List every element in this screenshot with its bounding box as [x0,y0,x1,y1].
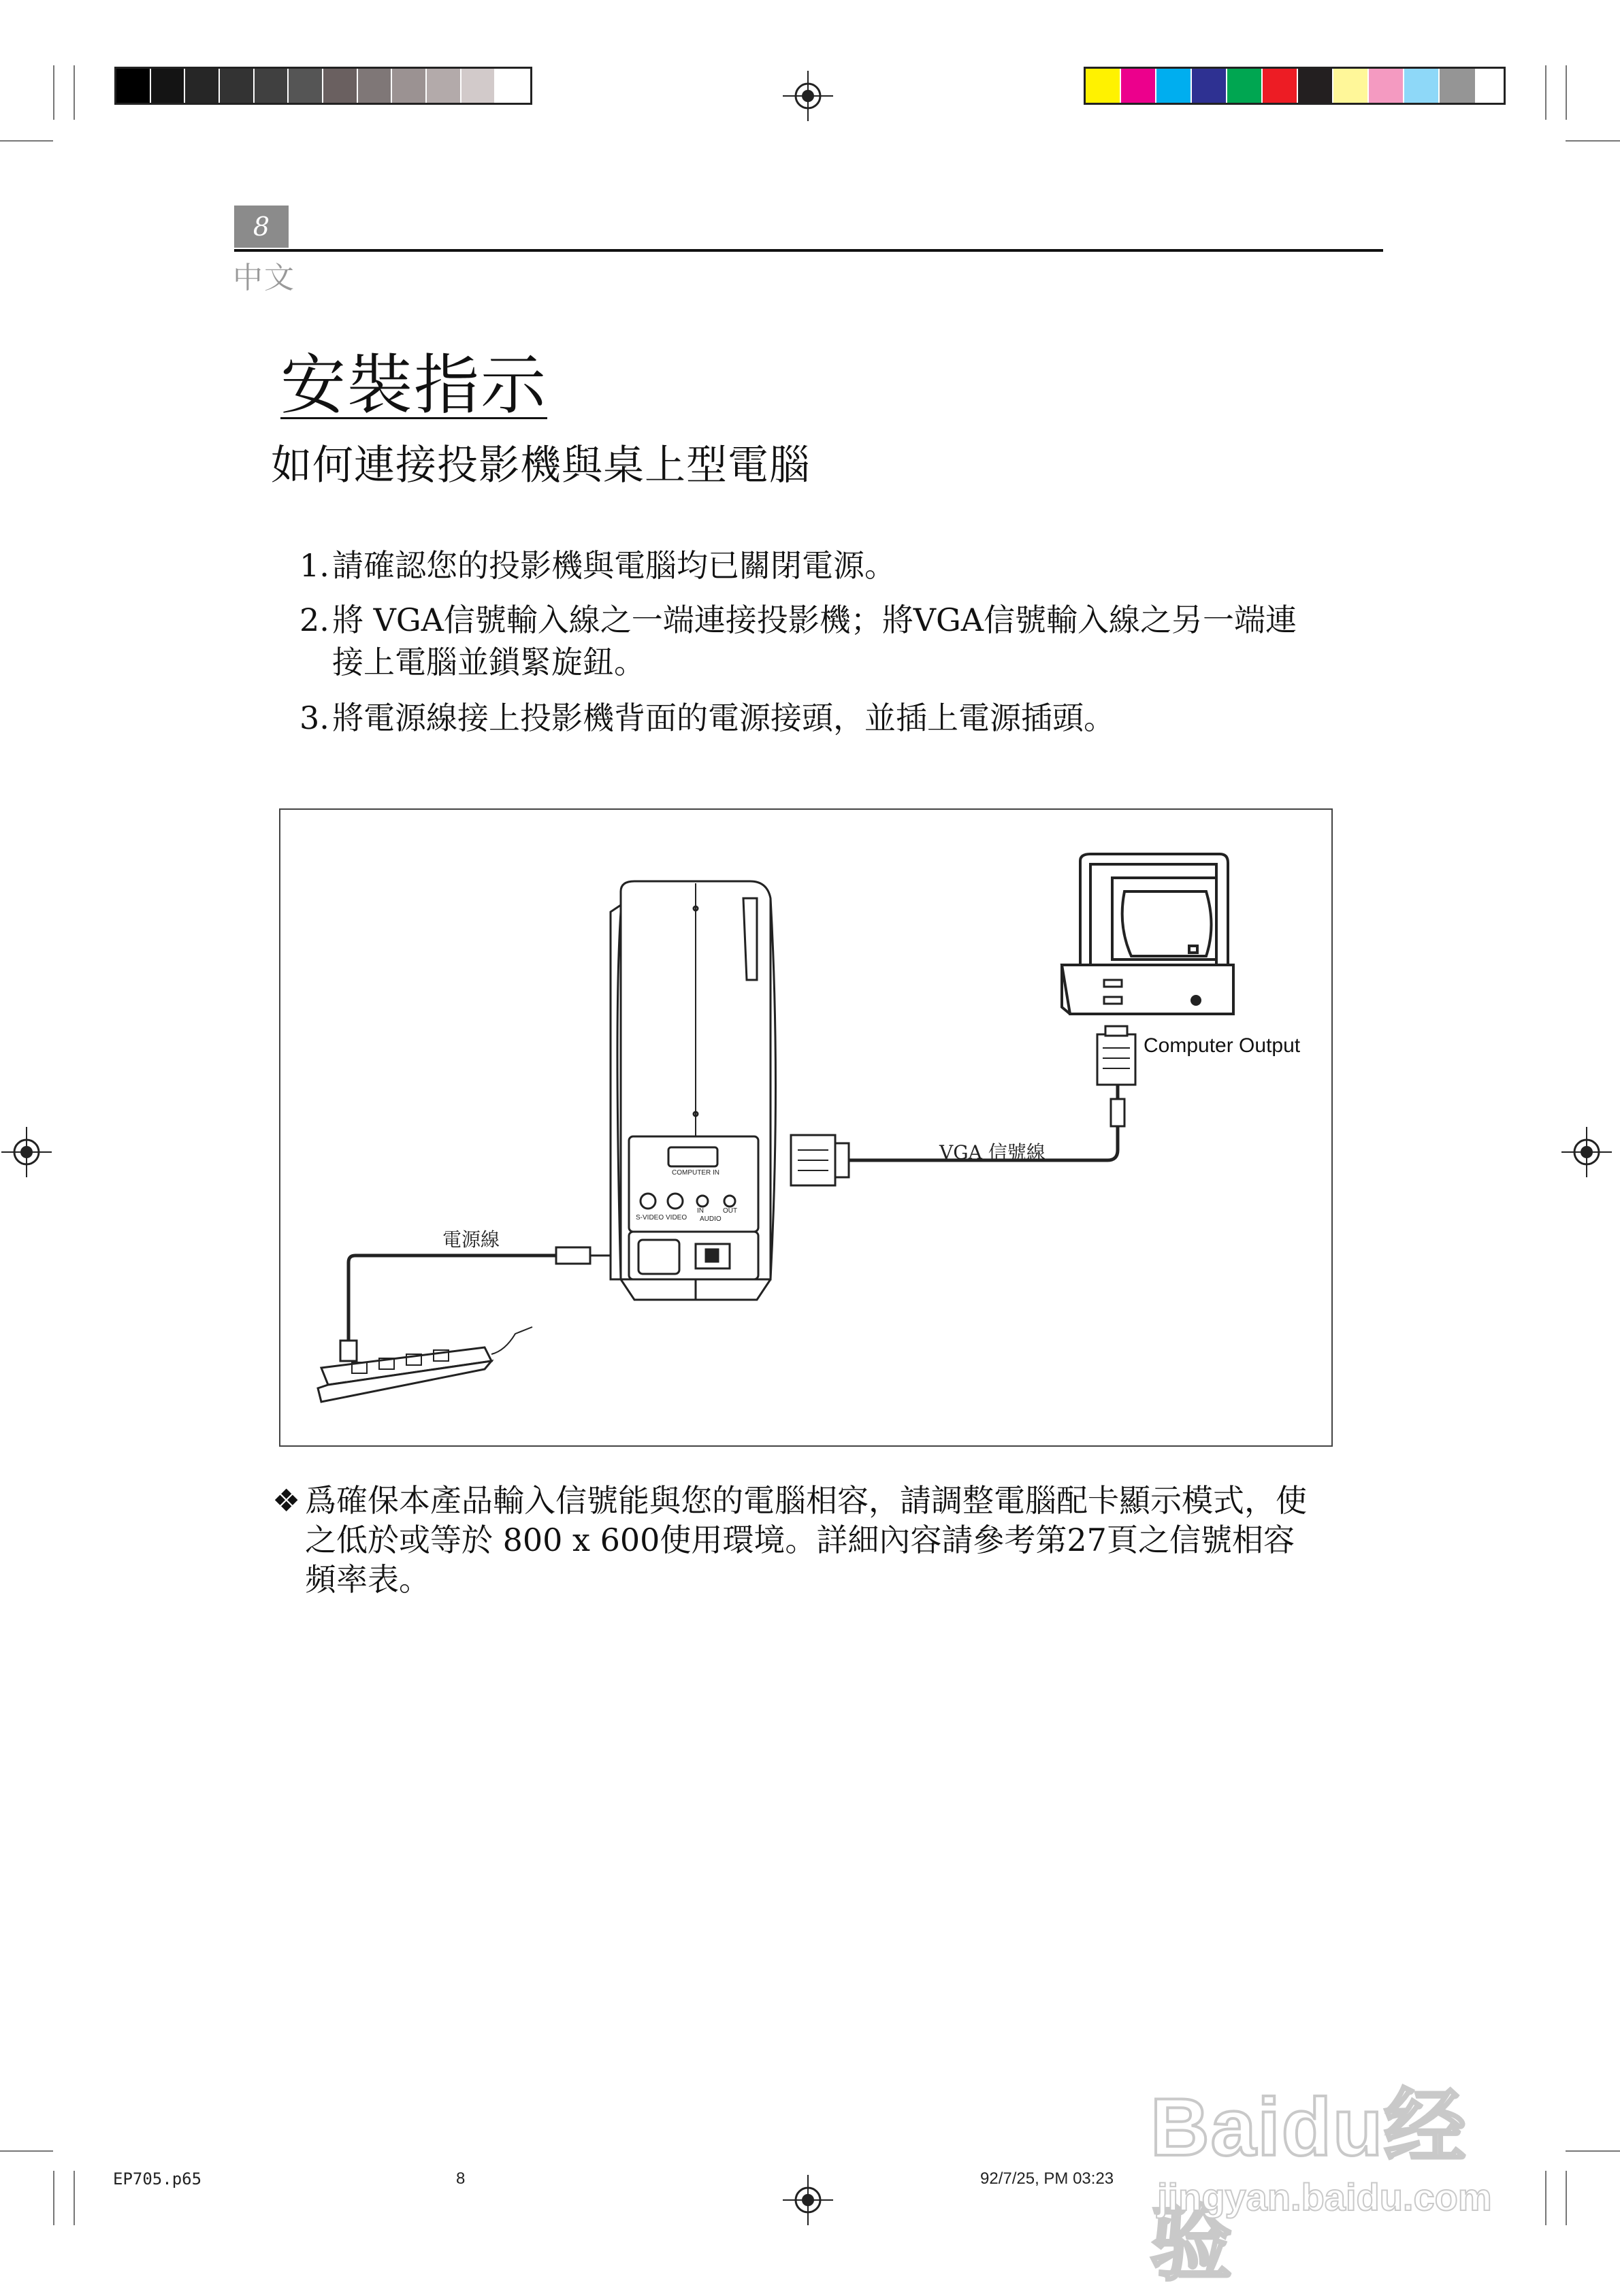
step-number: 1. [299,547,329,584]
crop-mark [74,65,75,120]
panel-label-computer-in: COMPUTER IN [672,1169,719,1177]
power-cable-label: 電源線 [442,1228,500,1251]
step-text-continued: 接上電腦並鎖緊旋鈕。 [332,644,645,680]
computer-illustration [1062,854,1233,1014]
step-text: 請確認您的投影機與電腦均已關閉電源。 [332,547,896,584]
color-swatch [1121,69,1156,103]
crop-mark [53,2171,54,2225]
section-subtitle: 如何連接投影機與桌上型電腦 [271,442,811,489]
step-2 [299,599,1297,683]
registration-mark-icon [1561,1127,1612,1177]
step-3 [299,697,1115,739]
step-1 [299,544,896,587]
panel-label-svideo: S-VIDEO [636,1214,664,1221]
note-line: 頻率表。 [305,1561,430,1598]
baidu-watermark [1150,2055,1532,2290]
language-label: 中文 [233,261,295,295]
connection-diagram [279,808,1333,1447]
note-line: 爲確保本產品輸入信號能與您的電腦相容，請調整電腦配卡顯示模式，使 [305,1482,1307,1519]
color-swatch [1404,69,1440,103]
color-swatch [1298,69,1333,103]
color-swatch [1440,69,1475,103]
color-swatch [496,69,530,103]
crop-mark [1566,140,1620,142]
crop-mark [0,140,53,142]
vga-cable-label: VGA 信號線 [939,1141,1046,1164]
color-swatch [1227,69,1263,103]
power-cable-illustration [318,1247,611,1402]
color-swatch [1086,69,1121,103]
color-swatch [151,69,186,103]
crop-mark [53,65,54,120]
panel-label-audio-out: OUT [723,1207,738,1215]
footer-timestamp: 92/7/25, PM 03:23 [980,2169,1114,2188]
color-swatch [185,69,220,103]
step-text: 將 VGA信號輸入線之一端連接投影機；將VGA信號輸入線之另一端連 [332,602,1297,638]
color-swatch [1263,69,1298,103]
color-swatch [461,69,496,103]
color-swatch [1333,69,1369,103]
registration-mark-icon [783,71,833,121]
registration-mark-icon [783,2175,833,2225]
crop-mark [1545,2171,1546,2225]
crop-mark [1566,2150,1620,2152]
crop-mark [1566,2171,1567,2225]
step-text: 將電源線接上投影機背面的電源接頭，並插上電源插頭。 [332,700,1115,736]
color-swatch [116,69,151,103]
color-swatch [392,69,427,103]
panel-label-audio-in: IN [697,1207,704,1215]
color-swatch [220,69,255,103]
color-calibration-bar [1084,67,1506,105]
footer-page-number: 8 [456,2169,466,2188]
grayscale-calibration-bar [114,67,532,105]
computer-output-label: Computer Output [1144,1034,1301,1057]
page-number-badge: 8 [234,206,289,248]
color-swatch [323,69,358,103]
color-swatch [427,69,461,103]
diamond-bullet-icon: ❖ [272,1482,301,1519]
step-number: 2. [299,602,329,638]
crop-mark [0,2150,53,2152]
page-title: 安裝指示 [280,347,547,423]
panel-label-audio: AUDIO [700,1215,722,1223]
color-swatch [289,69,323,103]
color-swatch [1369,69,1404,103]
crop-mark [1545,65,1546,120]
compatibility-note [272,1481,1361,1599]
header-rule [234,249,1383,252]
footer-filename: EP705.p65 [113,2169,202,2188]
note-line: 之低於或等於 800 x 600使用環境。詳細內容請參考第27頁之信號相容 [305,1522,1295,1558]
watermark-brand: Baidu经验 [1150,2082,1468,2290]
color-swatch [1156,69,1192,103]
color-swatch [255,69,289,103]
projector-illustration [611,881,776,1300]
color-swatch [1192,69,1227,103]
registration-mark-icon [1,1127,52,1177]
color-swatch [358,69,393,103]
crop-mark [1566,65,1567,120]
step-number: 3. [299,700,329,736]
connection-illustration [280,810,1334,1448]
crop-mark [74,2171,75,2225]
watermark-url: jingyan.baidu.com [1157,2176,1492,2218]
panel-label-video: VIDEO [666,1214,687,1221]
